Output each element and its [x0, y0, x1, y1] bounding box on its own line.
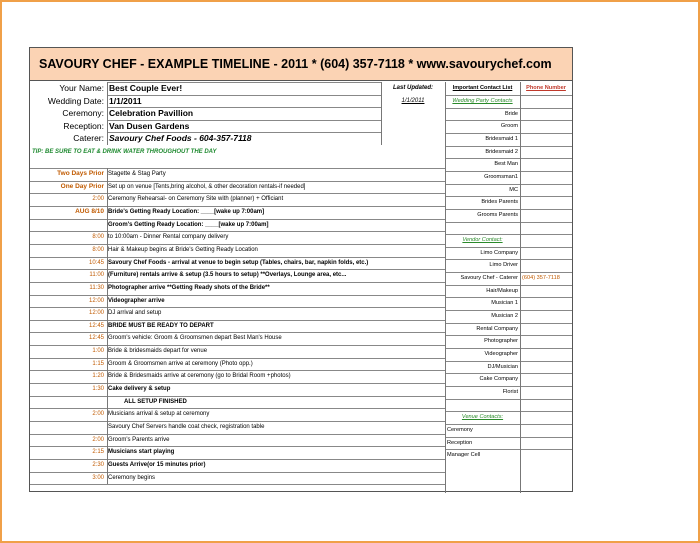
- info-divider: [107, 82, 108, 145]
- timeline-event[interactable]: Ceremony begins: [108, 474, 156, 481]
- contact-label: Bride: [504, 110, 518, 117]
- contact-row-line: [445, 272, 572, 273]
- timeline-row-line: [30, 219, 445, 220]
- contact-phone[interactable]: [520, 196, 572, 209]
- contact-label: Florist: [502, 388, 518, 395]
- contact-phone[interactable]: [520, 323, 572, 336]
- page-title: SAVOURY CHEF - EXAMPLE TIMELINE - 2011 * (604) 357-7118 * www.savourychef.com: [30, 48, 572, 81]
- contact-phone[interactable]: [520, 386, 572, 399]
- timeline-time: 8:00: [92, 234, 104, 241]
- contact-phone[interactable]: [520, 247, 572, 260]
- timeline-event[interactable]: Groom & Groomsmen arrive at ceremony (Photo opp.): [108, 360, 253, 367]
- contact-header: Important Contact List: [452, 85, 513, 91]
- contact-row-line: [445, 108, 572, 109]
- timeline-row-line: [30, 332, 445, 333]
- contact-phone[interactable]: [520, 95, 572, 108]
- contact-label: Rental Company: [476, 325, 518, 332]
- timeline-event[interactable]: Bride & Bridesmaids arrive at ceremony (go to Bridal Room +photos): [108, 373, 291, 380]
- timeline-time: 10:45: [88, 259, 104, 266]
- contact-phone[interactable]: [520, 411, 572, 424]
- timeline-time: 2:15: [92, 449, 104, 456]
- timeline-row-line: [30, 358, 445, 359]
- contact-phone[interactable]: [520, 348, 572, 361]
- timeline-event[interactable]: Savoury Chef Foods - arrival at venue to begin setup (Tables, chairs, bar, napkin folds, etc.): [108, 259, 369, 266]
- timeline-row-line: [30, 307, 445, 308]
- info-label: Your Name:: [59, 83, 104, 93]
- contact-phone[interactable]: [520, 424, 572, 437]
- info-row-line: [107, 82, 381, 83]
- contact-row-line: [445, 437, 572, 438]
- timeline-row-line: [30, 383, 445, 384]
- contact-row-line: [445, 196, 572, 197]
- contact-label: Cake Company: [479, 376, 518, 383]
- timeline-time: 12:00: [88, 297, 104, 304]
- contact-phone[interactable]: [520, 209, 572, 222]
- contact-label: Best Man: [494, 161, 518, 168]
- contact-phone[interactable]: (604) 357-7118: [522, 275, 560, 282]
- contact-row-line: [445, 399, 572, 400]
- timeline-time: AUG 8/10: [75, 207, 104, 215]
- contact-label: Savoury Chef - Caterer: [460, 275, 518, 282]
- contact-row-line: [445, 171, 572, 172]
- contact-section-title: Wedding Party Contacts: [452, 98, 513, 104]
- contact-label: Bridesmaid 2: [485, 148, 518, 155]
- contact-phone[interactable]: [520, 108, 572, 121]
- contact-phone[interactable]: [520, 399, 572, 412]
- contact-row-line: [445, 95, 572, 96]
- contact-section-title: Venue Contacts:: [461, 414, 504, 421]
- info-label: Reception:: [63, 120, 104, 131]
- timeline-time: 2:00: [92, 196, 104, 203]
- contact-row-line: [445, 348, 572, 349]
- contact-label: Manager Cell: [447, 452, 481, 459]
- contact-row-line: [445, 361, 572, 362]
- info-value[interactable]: Van Dusen Gardens: [109, 120, 190, 131]
- info-label: Caterer:: [73, 133, 104, 143]
- contact-label: [445, 399, 520, 412]
- info-row-line: [107, 95, 381, 96]
- timeline-event[interactable]: BRIDE MUST BE READY TO DEPART: [108, 322, 214, 329]
- timeline-time: 11:30: [89, 284, 104, 291]
- contact-section-title: Vendor Contact:: [462, 237, 503, 244]
- timeline-time: 8:00: [92, 246, 104, 253]
- timeline-row-line: [30, 193, 445, 194]
- contact-phone[interactable]: [520, 171, 572, 184]
- contact-row-line: [445, 247, 572, 248]
- timeline-row-line: [30, 181, 445, 182]
- info-row-line: [107, 107, 381, 108]
- info-value[interactable]: Savoury Chef Foods - 604-357-7118: [109, 133, 252, 143]
- contact-label: Brides Parents: [481, 199, 518, 206]
- timeline-row-line: [30, 269, 445, 270]
- timeline-event[interactable]: Stagette & Stag Party: [108, 171, 166, 177]
- timeline-row-line: [30, 370, 445, 371]
- timeline-time: 3:00: [92, 474, 104, 481]
- contact-row-line: [445, 323, 572, 324]
- tip-text: TIP: BE SURE TO EAT & DRINK WATER THROUGHOUT THE DAY: [32, 148, 217, 155]
- timeline-row-line: [30, 282, 445, 283]
- contact-label: Groomsman1: [484, 173, 518, 180]
- info-value[interactable]: 1/1/2011: [109, 95, 142, 106]
- contact-phone[interactable]: [520, 335, 572, 348]
- timeline-row-line: [30, 446, 445, 447]
- contact-label: Musician 1: [491, 300, 518, 307]
- info-row-line: [107, 120, 381, 121]
- timeline-time: One Day Prior: [60, 182, 104, 190]
- timeline-row-line: [30, 168, 445, 169]
- contact-label: Reception: [447, 439, 473, 446]
- timeline-event[interactable]: Videographer arrive: [108, 297, 165, 304]
- contact-phone[interactable]: [520, 158, 572, 171]
- contact-divider: [445, 82, 446, 493]
- timeline-row-line: [30, 472, 445, 473]
- timeline-row-line: [30, 434, 445, 435]
- timeline-event[interactable]: Groom's Getting Ready Location: ____[wake up 7:00am]: [108, 221, 269, 228]
- timeline-event[interactable]: Photographer arrive **Getting Ready shots of the Bride**: [108, 284, 270, 291]
- timeline-time: 2:00: [92, 436, 104, 443]
- contact-row-line: [445, 411, 572, 412]
- timeline-event[interactable]: Bride's Getting Ready Location: ____[wake up 7:00am]: [108, 208, 265, 215]
- contact-label: MC: [509, 186, 518, 193]
- timeline-time: [30, 396, 106, 409]
- timeline-time: 12:45: [88, 335, 104, 342]
- contact-label: Hair/Makeup: [486, 287, 518, 294]
- timeline-row-line: [30, 231, 445, 232]
- info-label: Wedding Date:: [47, 95, 104, 106]
- contact-phone[interactable]: [520, 373, 572, 386]
- contact-row-line: [445, 259, 572, 260]
- timeline-row-line: [30, 421, 445, 422]
- contact-label: Limo Driver: [489, 262, 518, 269]
- timeline-time: [30, 421, 106, 434]
- phone-header: Phone Number: [526, 85, 566, 91]
- contact-row-line: [445, 449, 572, 450]
- timeline-event[interactable]: Hair & Makeup begins at Bride's Getting Ready Location: [108, 246, 258, 253]
- contact-label: DJ/Musician: [487, 363, 518, 370]
- timeline-event[interactable]: Musicians arrival & setup at ceremony: [108, 411, 210, 418]
- contact-row-line: [445, 297, 572, 298]
- timeline-row-line: [30, 257, 445, 258]
- timeline-time: 12:45: [88, 322, 104, 329]
- contact-label: Photographer: [484, 338, 518, 345]
- timeline-time: 11:00: [89, 272, 104, 279]
- timeline-event[interactable]: DJ arrival and setup: [108, 310, 162, 317]
- timeline-event[interactable]: Set up on venue [Tents,bring alcohol, & other decoration rentals-if needed]: [108, 183, 306, 190]
- timeline-row-line: [30, 396, 445, 397]
- timeline-event[interactable]: Musicians start playing: [108, 449, 175, 456]
- timeline-time: 1:15: [92, 360, 104, 367]
- contact-label: [445, 222, 520, 235]
- info-value[interactable]: Best Couple Ever!: [109, 83, 183, 93]
- contact-divider: [520, 82, 521, 493]
- contact-phone[interactable]: [520, 449, 572, 462]
- contact-row-line: [445, 373, 572, 374]
- contact-label: Limo Company: [480, 249, 518, 256]
- contact-row-line: [445, 120, 572, 121]
- timeline-time: [30, 219, 106, 232]
- contact-row-line: [445, 184, 572, 185]
- contact-row-line: [445, 234, 572, 235]
- timeline-event[interactable]: Bride & bridesmaids depart for venue: [108, 348, 208, 355]
- contact-row-line: [445, 424, 572, 425]
- contact-label: Ceremony: [447, 426, 473, 433]
- contact-row-line: [445, 386, 572, 387]
- timeline-event[interactable]: Guests Arrive(or 15 minutes prior): [108, 461, 206, 468]
- timeline-row-line: [30, 244, 445, 245]
- timeline-divider: [107, 168, 108, 484]
- contact-phone[interactable]: [520, 120, 572, 133]
- timeline-row-line: [30, 295, 445, 296]
- contact-label: Musician 2: [491, 313, 518, 320]
- contact-phone[interactable]: [520, 437, 572, 450]
- timeline-row-line: [30, 206, 445, 207]
- contact-phone[interactable]: [520, 259, 572, 272]
- timeline-event[interactable]: to 10:00am - Dinner Rental company delivery: [108, 234, 229, 241]
- info-row-line: [107, 132, 381, 133]
- contact-label: Grooms Parents: [477, 211, 518, 218]
- timeline-time: 2:30: [92, 461, 104, 468]
- contact-row-line: [445, 158, 572, 159]
- contact-row-line: [445, 133, 572, 134]
- timeline-event[interactable]: Cake delivery & setup: [108, 386, 171, 393]
- contact-label: Videographer: [484, 351, 518, 357]
- timeline-time: 1:00: [92, 348, 104, 355]
- contact-row-line: [445, 310, 572, 311]
- contact-label: Bridesmaid 1: [485, 135, 518, 142]
- timeline-time: Two Days Prior: [57, 170, 104, 177]
- contact-phone[interactable]: [520, 222, 572, 235]
- contact-phone[interactable]: [520, 310, 572, 323]
- timeline-time: 1:30: [92, 386, 104, 393]
- timeline-time: 1:20: [92, 373, 104, 380]
- timeline-row-line: [30, 459, 445, 460]
- contact-row-line: [445, 146, 572, 147]
- contact-row-line: [445, 335, 572, 336]
- contact-row-line: [445, 209, 572, 210]
- last-updated-label: Last Updated:: [392, 85, 433, 91]
- timeline-event[interactable]: ALL SETUP FINISHED: [124, 398, 187, 405]
- contact-phone[interactable]: [520, 234, 572, 247]
- timeline-event[interactable]: Savoury Chef Servers handle coat check, registration table: [108, 424, 265, 430]
- info-value[interactable]: Celebration Pavillion: [109, 108, 194, 118]
- timeline-time: 12:00: [88, 310, 104, 317]
- timeline-time: 2:00: [92, 411, 104, 418]
- timeline-sheet: [29, 47, 573, 492]
- contact-phone[interactable]: [520, 146, 572, 159]
- timeline-event[interactable]: Ceremony Rehearsal- on Ceremony Site with (planner) + Officiant: [108, 196, 284, 203]
- contact-row-line: [445, 222, 572, 223]
- timeline-event[interactable]: (Furniture) rentals arrive & setup (3.5 hours to setup) **Overlays, Lounge area, etc...: [108, 272, 347, 279]
- contact-phone[interactable]: [520, 297, 572, 310]
- contact-phone[interactable]: [520, 285, 572, 298]
- timeline-event[interactable]: Groom's Parents arrive: [108, 436, 170, 443]
- contact-phone[interactable]: [520, 184, 572, 197]
- last-updated-value[interactable]: 1/1/2011: [401, 97, 425, 104]
- timeline-row-line: [30, 345, 445, 346]
- contact-label: Groom: [500, 123, 518, 130]
- timeline-row-line: [30, 408, 445, 409]
- timeline-row-line: [30, 320, 445, 321]
- info-label: Ceremony:: [62, 108, 104, 118]
- timeline-event[interactable]: Groom's vehicle: Groom & Groomsmen depart Best Man's House: [108, 335, 282, 342]
- timeline-row-line: [30, 484, 445, 485]
- contact-phone[interactable]: [520, 361, 572, 374]
- contact-row-line: [445, 285, 572, 286]
- contact-phone[interactable]: [520, 133, 572, 146]
